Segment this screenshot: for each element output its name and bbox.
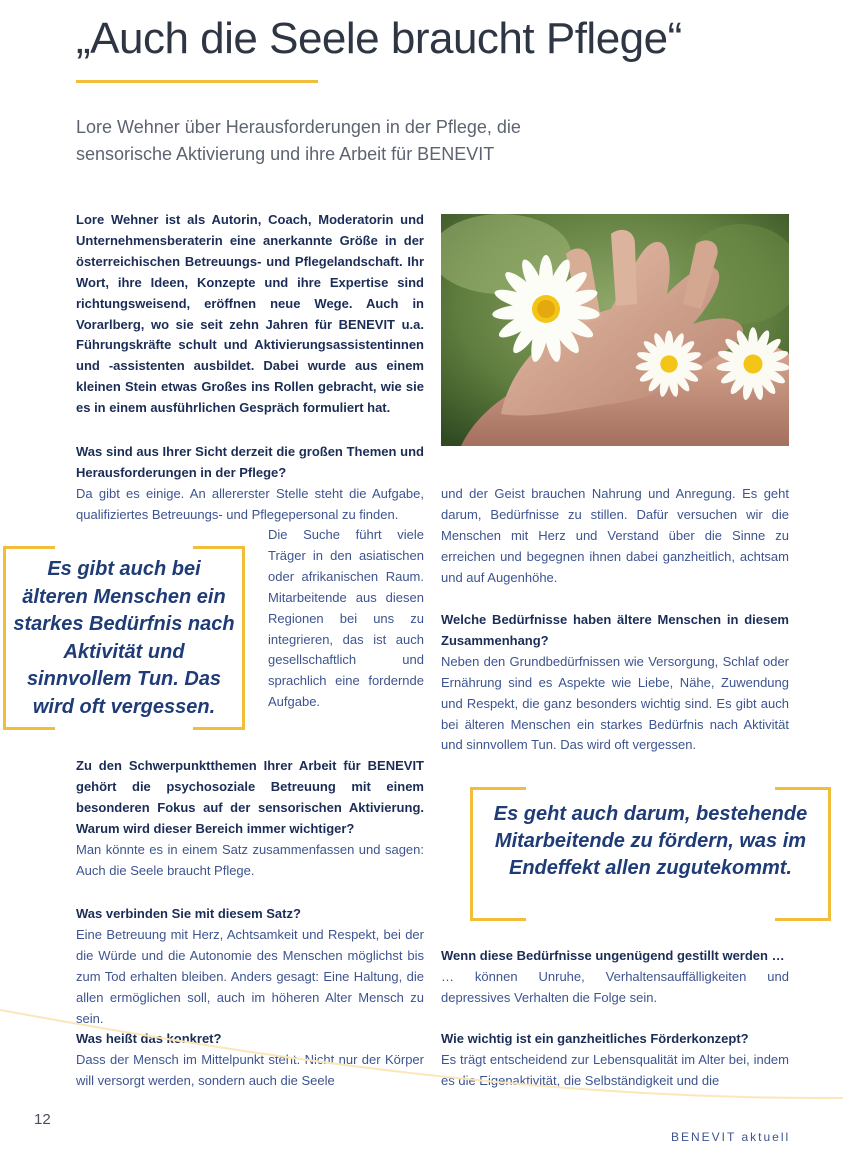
bracket-top-left [470, 787, 526, 790]
intro-paragraph: Lore Wehner ist als Autorin, Coach, Moderatorin und Unternehmensberaterin eine anerkannte Größe in der österreichischen Betreuungs- und Pflegelandschaft. Ihr Wort, ihre Ideen, Konzepte und ihre Expertise sind richtungsweisend, eröffnen neue Wege. Auch in Vorarlberg, wo sie seit zehn Jahren für BENEVIT u.a. Führungskräfte schult und Aktivierungsassistentinnen und -assistenten ausbildet. Dabei wurde aus einem kleinen Stein etwas Großes ins Rollen gebracht, wie sie es in einem ausführlichen Gespräch formuliert hat. [76, 212, 424, 416]
question: Zu den Schwerpunktthemen Ihrer Arbeit für BENEVIT gehört die psychosoziale Betreuung mit einem besonderen Fokus auf der sensorischen Aktivierung. Warum wird dieser Bereich immer wichtiger? [76, 758, 424, 836]
bracket-left [470, 787, 473, 921]
answer: Dass der Mensch im Mittelpunkt steht. Nicht nur der Körper will versorgt werden, sondern auch die Seele [76, 1051, 424, 1088]
article-title: „Auch die Seele braucht Pflege“ [76, 14, 682, 63]
question-block [441, 610, 789, 756]
page-number: 12 [34, 1111, 51, 1128]
question: Was sind aus Ihrer Sicht derzeit die großen Themen und Herausforderungen in der Pflege? [76, 444, 424, 480]
pull-quote-box [3, 546, 245, 730]
question: Was verbinden Sie mit diesem Satz? [76, 906, 301, 921]
bracket-top-left [3, 546, 55, 549]
subtitle-line: sensorische Aktivierung und ihre Arbeit für BENEVIT [76, 144, 495, 164]
subtitle-line: Lore Wehner über Herausforderungen in der Pflege, die [76, 117, 521, 137]
article-subtitle [76, 114, 596, 168]
bracket-top-right [193, 546, 245, 549]
pull-quote-text: Es gibt auch bei älteren Menschen ein starkes Bedürfnis nach Aktivität und sinnvollem Tun. Das wird oft vergessen. [13, 558, 235, 718]
bracket-right [242, 546, 245, 730]
pull-quote-text: Es geht auch darum, bestehende Mitarbeitende zu fördern, was im Endeffekt allen zugutekommt. [493, 803, 808, 879]
answer-continued: und der Geist brauchen Nahrung und Anregung. Es geht darum, Bedürfnisse zu stillen. Dafür versuchen wir die Menschen mit Herz und Verstand über die Sinne zu erreichen und begegnen ihnen dabei ganzheitlich, achtsam und auf Augenhöhe. [441, 486, 789, 585]
title-underline [76, 80, 318, 83]
bracket-right [828, 787, 831, 921]
question: Was heißt das konkret? [76, 1031, 222, 1046]
answer: Da gibt es einige. An allererster Stelle steht die Aufgabe, qualifiziertes Betreuungs- und Pflegepersonal zu finden. [76, 485, 424, 522]
decorative-swoosh [0, 990, 843, 1110]
answer: … können Unruhe, Verhaltensauffälligkeiten und depressives Verhalten die Folge sein. [441, 968, 789, 1005]
pull-quote-box [470, 787, 831, 921]
answer: Neben den Grundbedürfnissen wie Versorgung, Schlaf oder Ernährung sind es Aspekte wie Liebe, Nähe, Zuwendung und Respekt, die ganz besonders wichtig sind. Es gibt auch bei älteren Menschen ein starkes Bedürfnis nach Aktivität und sinnvollem Tun. Das wird oft vergessen. [441, 653, 789, 753]
answer-continued: Die Suche führt viele Träger in den asiatischen oder afrikanischen Raum. Mitarbeitende aus diesen Regionen bei uns zu integrieren, das ist auch gesellschaftlich und sprachlich eine fordernde Aufgabe. [268, 527, 424, 710]
question-block [76, 442, 424, 526]
bracket-bottom-left [470, 918, 526, 921]
bracket-bottom-right [193, 727, 245, 730]
question-block [76, 756, 424, 881]
question: Wie wichtig ist ein ganzheitliches Förderkonzept? [441, 1031, 749, 1046]
photo-illustration [441, 214, 789, 446]
question: Wenn diese Bedürfnisse ungenügend gestillt werden … [441, 948, 785, 963]
publication-name: BENEVIT aktuell [671, 1130, 791, 1144]
answer: Eine Betreuung mit Herz, Achtsamkeit und Respekt, bei der die Würde und die Autonomie des Menschen möglichst bis zum Tod erhalten bleiben. Anders gesagt: Eine Haltung, die allen ermöglichen soll, auch im höheren Alter Mensch zu sein. [76, 926, 424, 1026]
bracket-bottom-left [3, 727, 55, 730]
answer: Es trägt entscheidend zur Lebensqualität im Alter bei, indem es die Eigenaktivität, die Selbständigkeit und die [441, 1051, 789, 1088]
bracket-bottom-right [775, 918, 831, 921]
question: Welche Bedürfnisse haben ältere Menschen in diesem Zusammenhang? [441, 612, 789, 648]
bracket-left [3, 546, 6, 730]
answer: Man könnte es in einem Satz zusammenfassen und sagen: Auch die Seele braucht Pflege. [76, 841, 424, 878]
bracket-top-right [775, 787, 831, 790]
daisies-in-hands-photo [441, 214, 789, 446]
